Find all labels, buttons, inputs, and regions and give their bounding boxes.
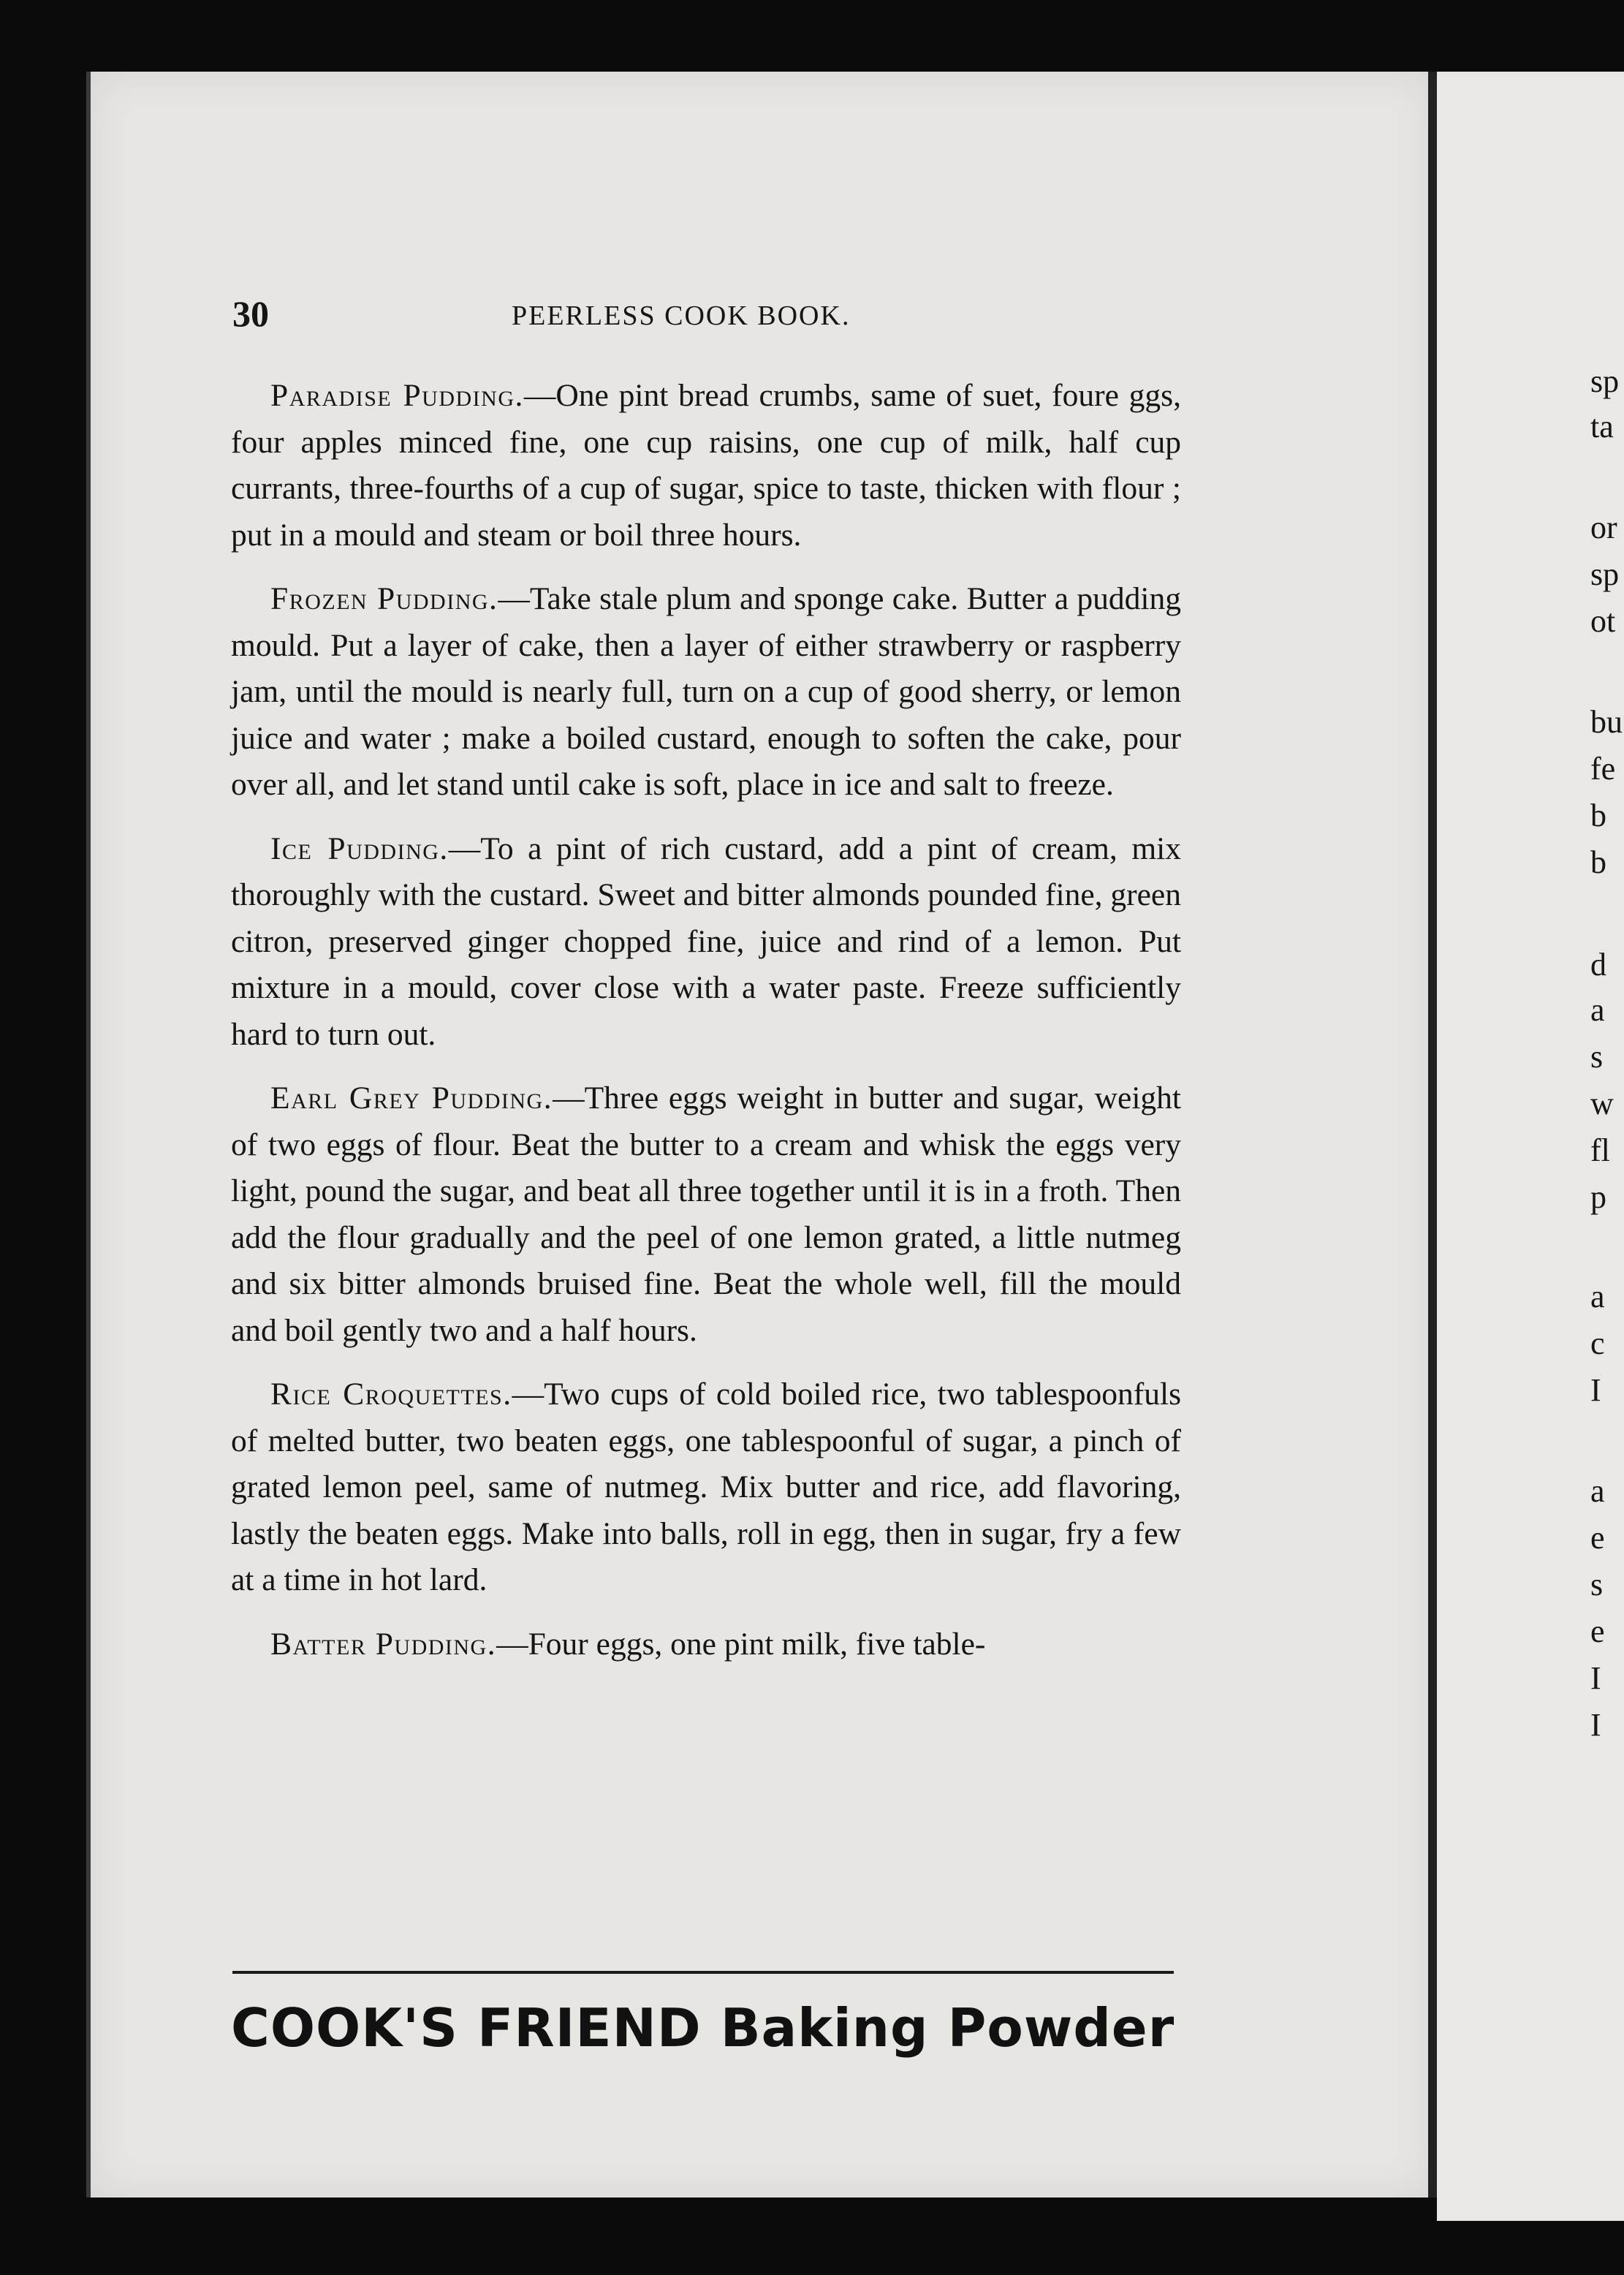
recipe-title: Frozen Pudding. — [270, 581, 498, 616]
recipe-title: Paradise Pudding. — [270, 378, 524, 413]
advert-divider — [232, 1971, 1174, 1974]
facing-fragment: s — [1590, 1567, 1604, 1602]
facing-fragment: b — [1590, 798, 1606, 833]
facing-fragment: d — [1590, 947, 1606, 983]
facing-fragment: a — [1590, 1279, 1605, 1314]
book-gutter — [1428, 72, 1437, 2198]
recipe-text: —One pint bread crumbs, same of suet, foure ggs, four apples minced fine, one cup raisins, one cup of milk, half cup currants, three-fourths of a cup of sugar, spice to taste, thicken with flour ; put in a mould and steam or boil three hours. — [231, 378, 1181, 553]
facing-fragment: a — [1590, 992, 1605, 1028]
recipe-ice-pudding — [231, 826, 1181, 1059]
facing-fragment: w — [1590, 1086, 1614, 1121]
facing-fragment: s — [1590, 1039, 1604, 1075]
recipe-title: Ice Pudding. — [270, 830, 449, 866]
facing-fragment: sp — [1590, 363, 1620, 399]
facing-fragment: bu — [1590, 704, 1623, 740]
facing-fragment: fl — [1590, 1132, 1610, 1168]
recipe-text: —Three eggs weight in butter and sugar, weight of two eggs of flour. Beat the butter to a cream and whisk the eggs very light, pound the sugar, and beat all three together until it is in a froth. Then add the flour gradually and the peel of one lemon grated, a little nutmeg and six bitter almonds bruised fine. Beat the whole well, fill the mould and boil gently two and a half hours. — [231, 1080, 1181, 1348]
facing-page-text — [1437, 72, 1624, 2221]
facing-fragment: ot — [1590, 603, 1616, 639]
recipe-rice-croquettes — [231, 1371, 1181, 1604]
facing-fragment: I — [1590, 1707, 1601, 1743]
recipe-title: Batter Pudding. — [270, 1626, 497, 1662]
running-title: PEERLESS COOK BOOK. — [512, 300, 851, 331]
recipe-title: Rice Croquettes. — [270, 1377, 512, 1412]
facing-fragment: I — [1590, 1660, 1601, 1696]
facing-fragment: b — [1590, 844, 1606, 880]
facing-fragment: a — [1590, 1473, 1605, 1509]
running-head — [232, 292, 1183, 336]
facing-fragment: sp — [1590, 556, 1620, 592]
facing-fragment: c — [1590, 1325, 1605, 1361]
recipe-title: Earl Grey Pudding. — [270, 1080, 553, 1116]
recipe-earl-grey-pudding — [231, 1075, 1181, 1354]
facing-fragment: fe — [1590, 751, 1616, 787]
recipe-batter-pudding — [231, 1621, 1181, 1668]
recipe-text: —Four eggs, one pint milk, five table- — [496, 1626, 986, 1662]
recipe-paradise-pudding — [231, 373, 1181, 559]
facing-fragment: I — [1590, 1372, 1601, 1408]
advertisement-banner: COOK'S FRIEND Baking Powder — [231, 1997, 1175, 2059]
facing-fragment: e — [1590, 1613, 1605, 1649]
page-number: 30 — [232, 293, 269, 334]
facing-fragment: or — [1590, 510, 1617, 545]
facing-fragment: ta — [1590, 409, 1614, 444]
recipe-text: —To a pint of rich custard, add a pint of cream, mix thoroughly with the custard. Sweet and bitter almonds pounded fine, green citron, preserved ginger chopped fine, juice and rind of a lemon. Put mixture in a mould, cover close with a water paste. Freeze sufficiently hard to turn out. — [231, 830, 1181, 1052]
recipe-column — [231, 373, 1181, 1685]
right-page — [1437, 72, 1624, 2221]
recipe-frozen-pudding — [231, 576, 1181, 809]
recipe-text: —Two cups of cold boiled rice, two tablespoonfuls of melted butter, two beaten eggs, one tablespoonful of sugar, a pinch of grated lemon peel, same of nutmeg. Mix butter and rice, add flavoring, lastly the beaten eggs. Make into balls, roll in egg, then in sugar, fry a few at a time in hot lard. — [231, 1377, 1181, 1597]
facing-fragment: e — [1590, 1520, 1605, 1556]
facing-fragment: p — [1590, 1179, 1606, 1215]
recipe-text: —Take stale plum and sponge cake. Butter a pudding mould. Put a layer of cake, then a layer of either strawberry or raspberry jam, until the mould is nearly full, turn on a cup of good sherry, or lemon juice and water ; make a boiled custard, enough to soften the cake, pour over all, and let stand until cake is soft, place in ice and salt to freeze. — [231, 581, 1181, 802]
